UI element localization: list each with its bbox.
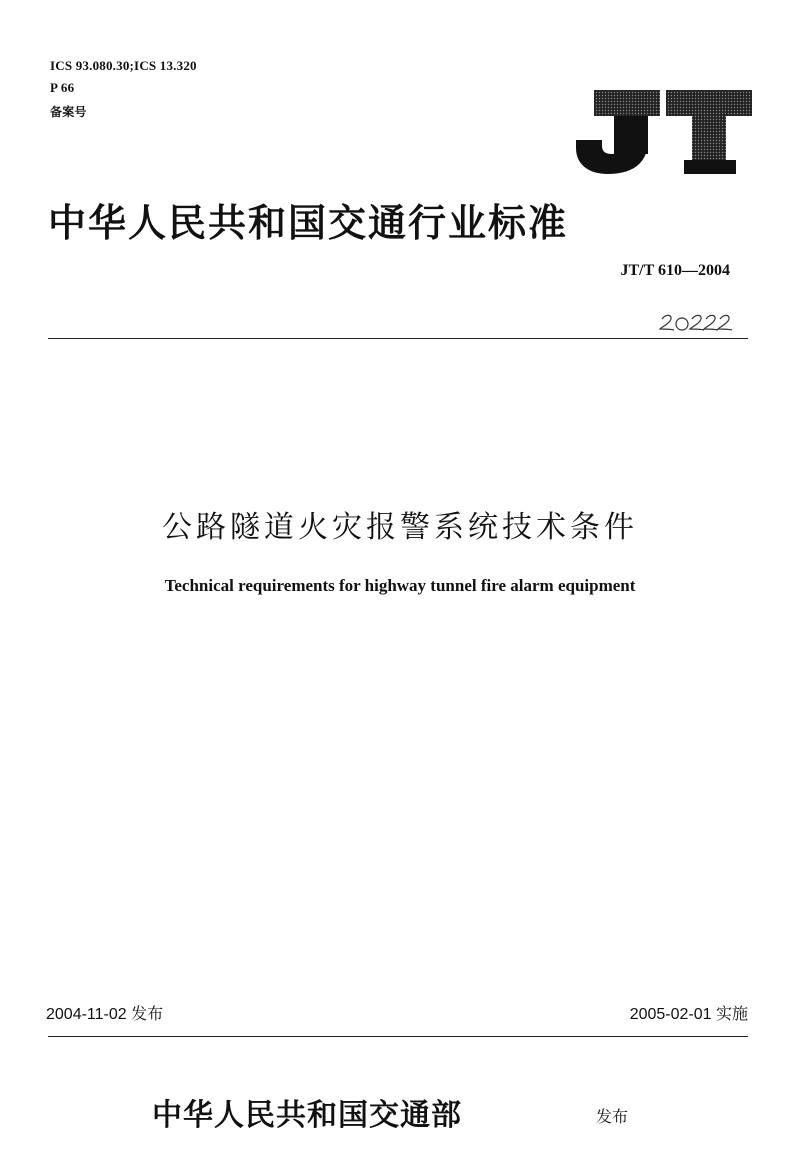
implementation-date: 2005-02-01 实施 — [629, 1006, 748, 1023]
p-code: P 66 — [50, 80, 75, 95]
issue-date: 2004-11-02 发布 — [46, 1006, 164, 1023]
standard-number: JT/T 610—2004 — [620, 262, 730, 279]
header-divider — [48, 338, 748, 339]
document-subtitle-english: Technical requirements for highway tunnel fire alarm equipment — [164, 576, 636, 595]
industry-standard-heading: 中华人民共和国交通行业标准 — [48, 200, 569, 245]
publish-label: 发布 — [596, 1107, 629, 1126]
record-number-label: 备案号 — [50, 105, 87, 119]
publisher-name: 中华人民共和国交通部 — [152, 1098, 462, 1133]
document-title: 公路隧道火灾报警系统技术条件 — [162, 510, 638, 545]
jt-logo — [574, 88, 754, 176]
handwritten-note — [640, 305, 740, 339]
footer-divider — [48, 1036, 748, 1037]
ics-code: ICS 93.080.30;ICS 13.320 — [50, 58, 197, 73]
